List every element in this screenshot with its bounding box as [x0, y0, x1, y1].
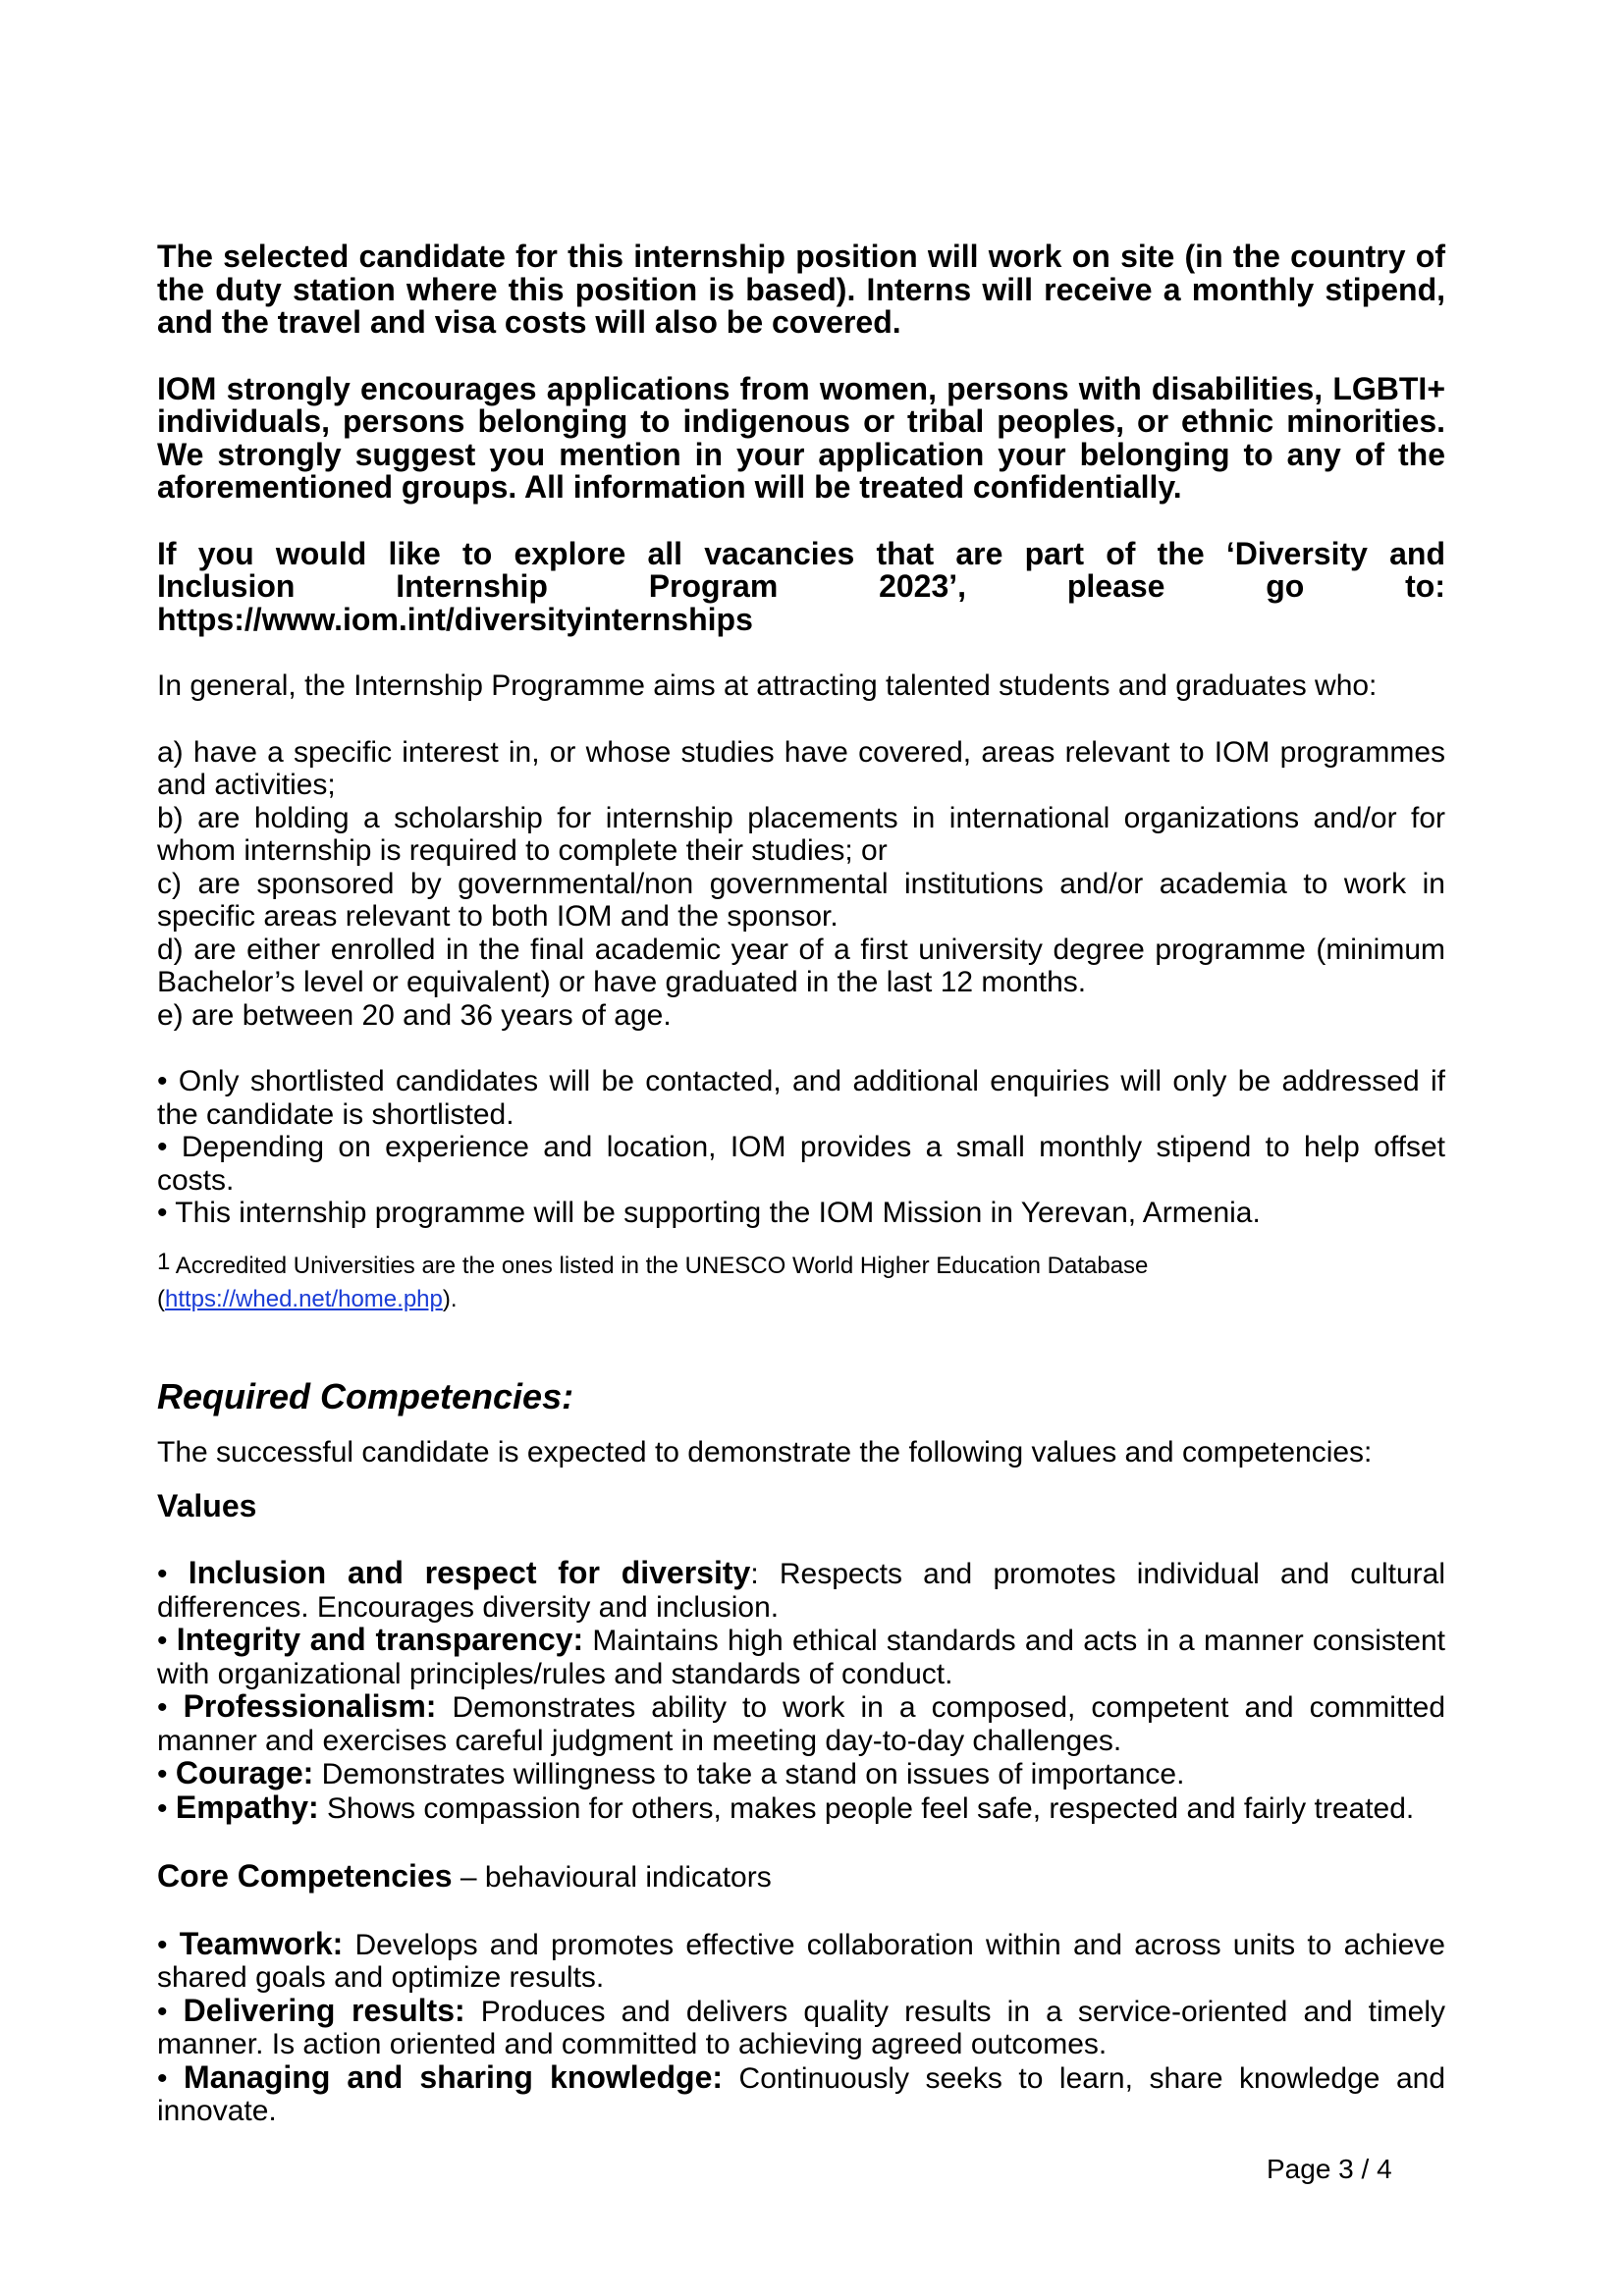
core-term: Managing and sharing knowledge:: [184, 2058, 724, 2095]
bullet: •: [157, 1791, 168, 1825]
core-item-delivering-results: [157, 1992, 1446, 2061]
core-text: Produces and delivers quality results in a service-oriented and timely manner. Is action oriented and committed to achieving agreed outcomes.: [157, 1995, 1446, 2060]
core-term: Delivering results:: [183, 1992, 465, 2028]
programme-criteria-list: [157, 736, 1445, 1033]
vacancies-url[interactable]: https://www.iom.int/diversityinternships: [157, 601, 753, 637]
bullet: •: [157, 1995, 168, 2028]
core-heading-suffix: – behavioural indicators: [452, 1861, 772, 1894]
core-competencies-heading: [157, 1858, 1445, 1895]
criteria-item-d: d) are either enrolled in the final academic year of a first university degree programme (minimum Bachelor’s level or equivalent) or have graduated in the last 12 months.: [157, 933, 1445, 998]
page-content: [157, 240, 1445, 2128]
values-heading: Values: [157, 1488, 257, 1523]
value-item-inclusion: [157, 1557, 1445, 1624]
bullet: •: [157, 1691, 168, 1724]
value-text: Demonstrates ability to work in a composed, competent and committed manner and exercises careful judgment in meeting day-to-day challenges.: [157, 1691, 1446, 1757]
criteria-item-c: c) are sponsored by governmental/non governmental institutions and/or academia to work in specific areas relevant to both IOM and the sponsor.: [157, 867, 1445, 933]
value-separator: :: [750, 1558, 759, 1590]
bullet: •: [157, 1625, 168, 1657]
programme-intro: In general, the Internship Programme aims at attracting talented students and graduates who:: [157, 669, 1378, 702]
footnote-open-paren: (: [157, 1285, 165, 1312]
criteria-item-a: a) have a specific interest in, or whose studies have covered, areas relevant to IOM programmes and activities;: [157, 735, 1445, 801]
core-text: Continuously seeks to learn, share knowledge and innovate.: [157, 2061, 1446, 2127]
competencies-intro: The successful candidate is expected to demonstrate the following values and competencies:: [157, 1435, 1373, 1468]
value-item-integrity: [157, 1624, 1445, 1690]
value-term: Professionalism:: [183, 1688, 437, 1724]
intro-vacancies-paragraph: [157, 535, 1445, 637]
intro-onsite-paragraph: The selected candidate for this internship position will work on site (in the country of the duty station where this position is based). Interns will receive a monthly stipend, and the travel and visa costs will also be covered.: [157, 239, 1445, 340]
footnote-link[interactable]: https://whed.net/home.php: [165, 1285, 443, 1312]
bullet: •: [157, 2061, 168, 2095]
note-stipend: • Depending on experience and location, IOM provides a small monthly stipend to help offset costs.: [157, 1131, 1445, 1197]
footnote-marker: 1: [157, 1248, 171, 1275]
value-text: Demonstrates willingness to take a stand on issues of importance.: [313, 1758, 1185, 1790]
core-heading-title: Core Competencies: [157, 1858, 453, 1894]
value-text: Shows compassion for others, makes people feel safe, respected and fairly treated.: [318, 1791, 1415, 1825]
footnote-text: Accredited Universities are the ones listed in the UNESCO World Higher Education Database: [175, 1252, 1149, 1279]
bullet: •: [157, 1558, 168, 1590]
programme-notes-list: [157, 1065, 1445, 1230]
note-shortlisted: • Only shortlisted candidates will be contacted, and additional enquiries will only be addressed if the candidate is shortlisted.: [157, 1065, 1445, 1131]
page-number: Page 3 / 4: [1267, 2154, 1392, 2184]
vacancies-line-1: If you would like to explore all vacancies that are part of the ‘Diversity and: [157, 535, 1445, 571]
value-term: Courage:: [175, 1755, 314, 1790]
core-text: Develops and promotes effective collaboration within and across units to achieve shared goals and optimize results.: [157, 1928, 1445, 1994]
value-item-courage: [157, 1757, 1445, 1791]
value-item-professionalism: [157, 1690, 1445, 1757]
value-text: Maintains high ethical standards and acts in a manner consistent with organizational principles/rules and standards of conduct.: [157, 1625, 1446, 1690]
core-competencies-list: [157, 1925, 1446, 2128]
value-term: Inclusion and respect for diversity: [188, 1555, 751, 1590]
bullet: •: [157, 1928, 168, 1961]
value-text: Respects and promotes individual and cultural differences. Encourages diversity and inclusion.: [157, 1558, 1445, 1624]
note-mission: • This internship programme will be supporting the IOM Mission in Yerevan, Armenia.: [157, 1197, 1261, 1229]
core-item-teamwork: [157, 1925, 1445, 1995]
intro-diversity-paragraph: IOM strongly encourages applications from women, persons with disabilities, LGBTI+ individuals, persons belonging to indigenous or tribal peoples, or ethnic minorities. We strongly suggest you mention in your application your belonging to any of the aforementioned groups. All information will be treated confidentially.: [157, 370, 1445, 505]
criteria-item-e: e) are between 20 and 36 years of age.: [157, 998, 672, 1032]
competencies-heading: Required Competencies:: [157, 1375, 574, 1416]
value-term: Empathy:: [175, 1789, 319, 1825]
core-item-knowledge: [157, 2058, 1446, 2128]
value-item-empathy: [157, 1791, 1445, 1826]
footnote-close-paren: ).: [442, 1285, 458, 1312]
value-term: Integrity and transparency:: [176, 1622, 584, 1657]
footnote: [157, 1250, 1445, 1316]
bullet: •: [157, 1758, 168, 1790]
values-list: [157, 1557, 1445, 1825]
core-term: Teamwork:: [179, 1925, 344, 1961]
criteria-item-b: b) are holding a scholarship for internship placements in international organizations and/or for whom internship is required to complete their studies; or: [157, 801, 1445, 867]
vacancies-line-2: Inclusion Internship Program 2023’, please go to:: [157, 568, 1445, 604]
